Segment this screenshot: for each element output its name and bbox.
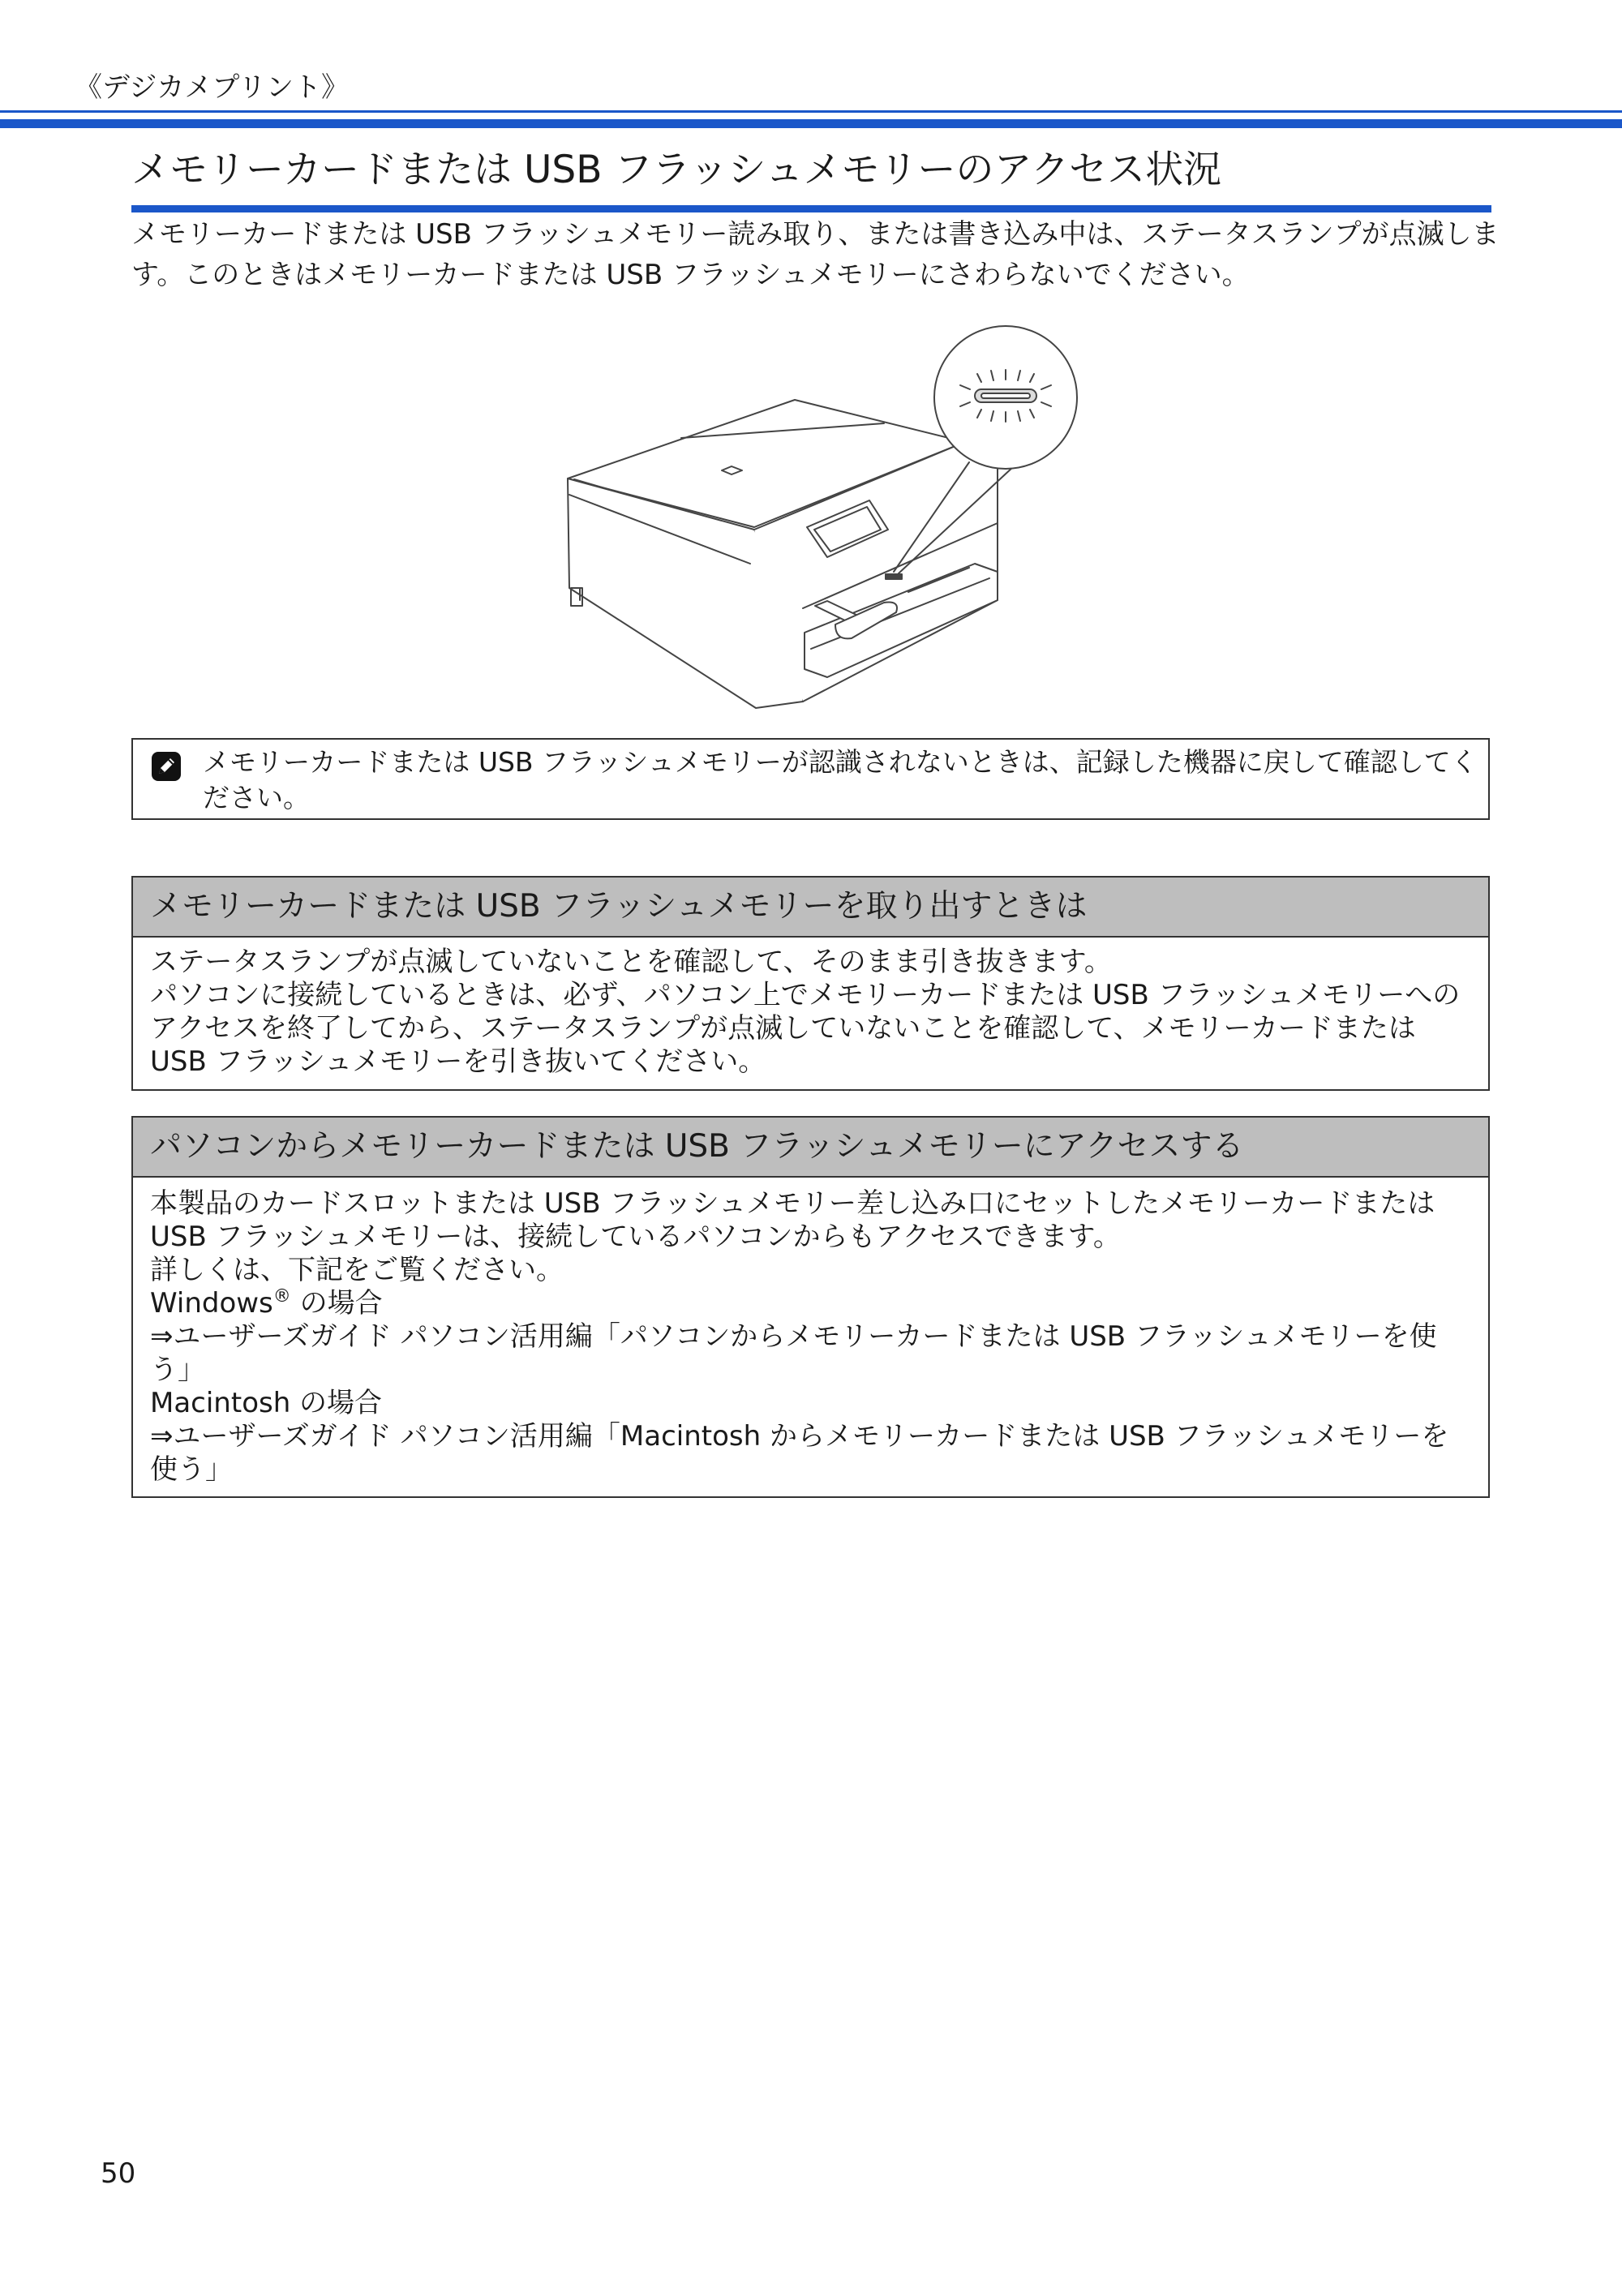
remove-card-heading: メモリーカードまたは USB フラッシュメモリーを取り出すときは [133, 878, 1488, 938]
macintosh-label: Macintosh の場合 [150, 1387, 383, 1419]
remove-card-line-2: パソコンに接続しているときは、必ず、パソコン上でメモリーカードまたは USB フラッシュメモリーへのアクセスを終了してから、ステータスランプが点滅していないことを確認して、メモリーカードまたは USB フラッシュメモリーを引き抜いてください。 [150, 979, 1461, 1078]
printer-illustration [560, 320, 1087, 710]
note-box [131, 738, 1490, 820]
note-text: メモリーカードまたは USB フラッシュメモリーが認識されないときは、記録した機器に戻して確認してください。 [203, 746, 1478, 813]
page-title: メモリーカードまたは USB フラッシュメモリーのアクセス状況 [131, 148, 1222, 192]
macintosh-reference: ⇒ユーザーズガイド パソコン活用編「Macintosh からメモリーカードまたは USB フラッシュメモリーを使う」 [150, 1420, 1449, 1486]
pc-access-line-1: 本製品のカードスロットまたは USB フラッシュメモリー差し込み口にセットしたメモリーカードまたは USB フラッシュメモリーは、接続しているパソコンからもアクセスできます。 [150, 1187, 1435, 1253]
remove-card-line-1: ステータスランプが点滅していないことを確認して、そのまま引き抜きます。 [150, 946, 1112, 978]
chapter-label: 《デジカメプリント》 [75, 71, 349, 104]
header-rule-thick [0, 119, 1622, 128]
registered-mark: ® [272, 1286, 291, 1307]
pencil-note-icon [151, 751, 182, 782]
page-number: 50 [101, 2157, 136, 2190]
pc-access-heading: パソコンからメモリーカードまたは USB フラッシュメモリーにアクセスする [133, 1118, 1488, 1178]
intro-paragraph: メモリーカードまたは USB フラッシュメモリー読み取り、または書き込み中は、ステータスランプが点滅します。このときはメモリーカードまたは USB フラッシュメモリーにさわらないでください。 [131, 218, 1500, 291]
pc-access-line-2: 詳しくは、下記をご覧ください。 [150, 1254, 564, 1286]
remove-card-section [131, 876, 1490, 1091]
windows-label [150, 1287, 1470, 1320]
pc-access-section [131, 1116, 1490, 1498]
windows-suffix: の場合 [290, 1287, 383, 1320]
header-rule-thin [0, 110, 1622, 113]
windows-name: Windows [150, 1287, 273, 1320]
title-underline [131, 205, 1491, 212]
windows-reference: ⇒ユーザーズガイド パソコン活用編「パソコンからメモリーカードまたは USB フラッシュメモリーを使う」 [150, 1320, 1437, 1386]
